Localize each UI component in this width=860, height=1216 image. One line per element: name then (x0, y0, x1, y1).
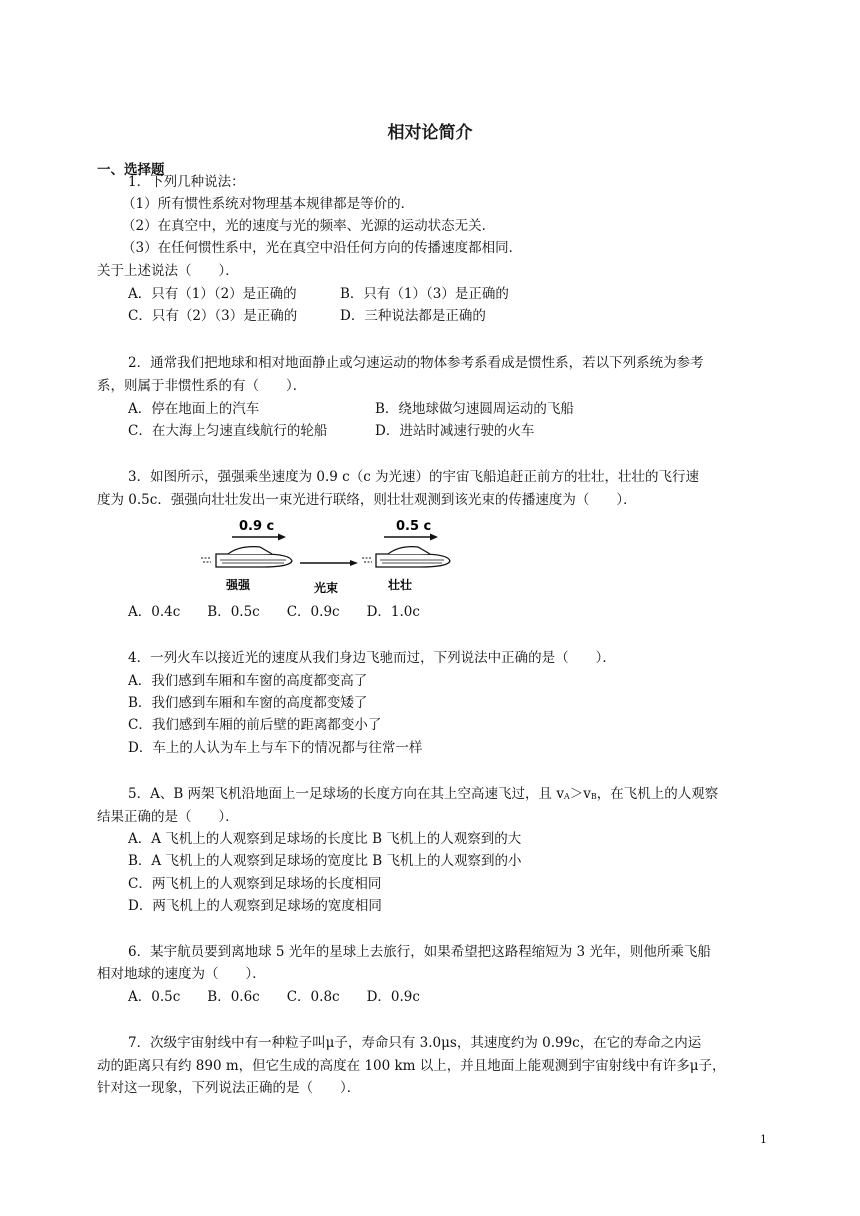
option-a: A．只有（1）（2）是正确的 (128, 286, 297, 302)
option-c: C．两飞机上的人观察到足球场的长度相同 (128, 876, 382, 892)
option-c: C．我们感到车厢的前后壁的距离都变小了 (128, 717, 382, 733)
option-d: D．进站时减速行驶的火车 (375, 423, 535, 439)
option-a: A．A 飞机上的人观察到足球场的长度比 B 飞机上的人观察到的大 (128, 831, 522, 847)
velocity-label-qiangqiang: 0.9 c (239, 519, 275, 534)
option-b: B．绕地球做匀速圆周运动的飞船 (375, 401, 574, 417)
question-stem: 1．下列几种说法： (128, 174, 245, 190)
option-b: B．只有（1）（3）是正确的 (340, 286, 509, 302)
spaceship-zhuangzhuang-icon (362, 547, 450, 567)
option-a: A．我们感到车厢和车窗的高度都变高了 (128, 673, 368, 689)
question-line-1: 6．某宇航员要到离地球 5 光年的星球上去旅行，如果希望把这路程缩短为 3 光年，则他所乘飞船 (128, 944, 711, 960)
statement-3: （3）在任何惯性系中，光在真空中沿任何方向的传播速度都相同． (122, 240, 523, 256)
question-line-1: 3．如图所示，强强乘坐速度为 0.9 c（c 为光速）的宇宙飞船追赶正前方的壮壮，壮壮的飞行速 (128, 469, 700, 485)
page-title: 相对论简介 (387, 123, 473, 143)
option-c: C．只有（2）（3）是正确的 (128, 308, 298, 324)
statement-2: （2）在真空中，光的速度与光的频率、光源的运动状态无关． (122, 218, 496, 234)
option-a: A．停在地面上的汽车 (128, 401, 260, 417)
question-ask: 关于上述说法（ ）． (97, 263, 239, 279)
page-number: 1 (760, 1133, 767, 1146)
arrowhead-icon (350, 560, 358, 566)
question-line-2: 度为 0.5c．强强向壮壮发出一束光进行联络，则壮壮观测到该光束的传播速度为（ ）． (97, 492, 637, 508)
label-zhuangzhuang: 壮壮 (388, 578, 413, 592)
question-line-2: 系，则属于非惯性系的有（ ）． (97, 378, 307, 394)
option-d: D．三种说法都是正确的 (340, 308, 486, 324)
options-row: A．0.5c B．0.6c C．0.8c D．0.9c (128, 989, 420, 1005)
option-d: D．两飞机上的人观察到足球场的宽度相同 (128, 898, 382, 914)
question-stem: 4．一列火车以接近光的速度从我们身边飞驰而过，下列说法中正确的是（ ）． (128, 650, 616, 666)
question-line-2: 相对地球的速度为（ ）． (97, 966, 266, 982)
option-c: C．在大海上匀速直线航行的轮船 (128, 423, 328, 439)
options-row: A．0.4c B．0.5c C．0.9c D．1.0c (128, 604, 420, 620)
label-qiangqiang: 强强 (226, 578, 251, 592)
question-line-3: 针对这一现象，下列说法正确的是（ ）． (97, 1080, 361, 1096)
option-b: B．A 飞机上的人观察到足球场的宽度比 B 飞机上的人观察到的小 (128, 853, 522, 869)
question-line-1: 5．A、B 两架飞机沿地面上一足球场的长度方向在其上空高速飞过，且 vA＞vB，在飞机上的人观察 (128, 786, 719, 802)
arrowhead-icon (430, 534, 438, 541)
spaceship-qiangqiang-icon (201, 547, 292, 567)
question-line-2: 结果正确的是（ ）． (97, 809, 239, 825)
question-line-2: 动的距离只有约 890 m，但它生成的高度在 100 km 以上，并且地面上能观测到宇宙射线中有许多μ子， (97, 1058, 726, 1074)
velocity-label-zhuangzhuang: 0.5 c (396, 519, 432, 534)
statement-1: （1）所有惯性系统对物理基本规律都是等价的． (122, 196, 415, 212)
question-line-1: 2．通常我们把地球和相对地面静止或匀速运动的物体参考系看成是惯性系，若以下列系统为参考 (128, 355, 704, 371)
label-light-beam: 光束 (314, 581, 339, 595)
option-d: D．车上的人认为车上与车下的情况都与往常一样 (128, 740, 423, 756)
arrowhead-icon (278, 534, 286, 541)
section-heading: 一、选择题 (97, 162, 165, 178)
option-b: B．我们感到车厢和车窗的高度都变矮了 (128, 695, 368, 711)
spaceship-figure (198, 514, 458, 600)
question-line-1: 7．次级宇宙射线中有一种粒子叫μ子，寿命只有 3.0μs，其速度约为 0.99c，在它的寿命之内运 (128, 1035, 702, 1051)
